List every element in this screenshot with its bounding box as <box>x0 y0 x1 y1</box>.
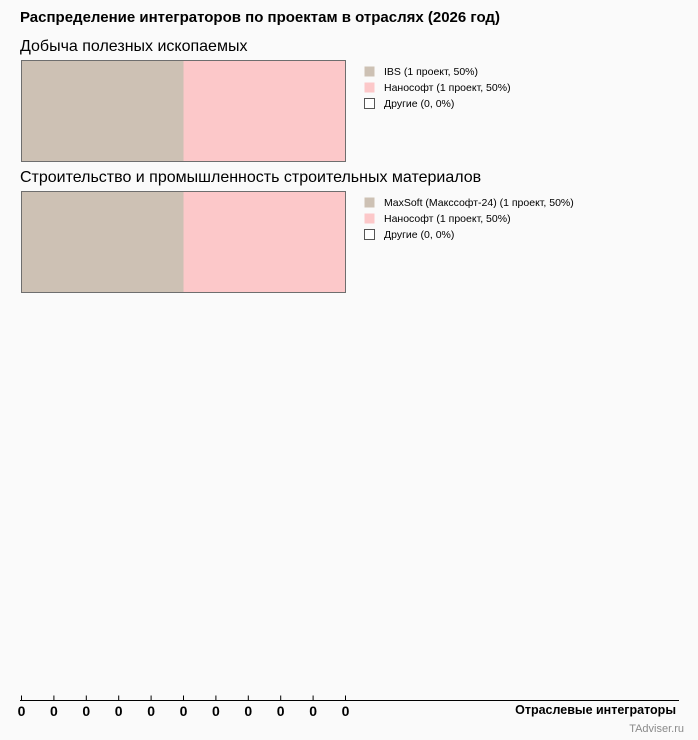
legend-label: Другие (0, 0%) <box>384 229 455 241</box>
bar-segment[interactable] <box>184 192 346 293</box>
x-axis-label: Отраслевые интеграторы <box>515 703 676 717</box>
x-tick-label: 0 <box>82 703 91 719</box>
legend-label: Нанософт (1 проект, 50%) <box>384 213 511 225</box>
x-tick-label: 0 <box>114 703 123 719</box>
legend-swatch <box>365 67 375 77</box>
legend-label: IBS (1 проект, 50%) <box>384 66 479 78</box>
x-tick-label: 0 <box>212 703 220 719</box>
bar-segment[interactable] <box>22 192 184 293</box>
legend-swatch <box>365 230 375 240</box>
x-tick-label: 0 <box>309 703 317 719</box>
section-title: Строительство и промышленность строительных материалов <box>20 169 482 186</box>
legend-label: MaxSoft (Макссофт-24) (1 проект, 50%) <box>384 197 574 209</box>
legend-swatch <box>365 83 375 93</box>
x-tick-label: 0 <box>244 703 253 719</box>
x-tick-label: 0 <box>147 703 155 719</box>
legend-label: Другие (0, 0%) <box>384 98 455 110</box>
x-tick-label: 0 <box>341 703 350 719</box>
x-tick-label: 0 <box>276 703 285 719</box>
section-title: Добыча полезных ископаемых <box>20 38 248 55</box>
legend-swatch <box>365 198 375 208</box>
x-tick-label: 0 <box>50 703 58 719</box>
chart-title: Распределение интеграторов по проектам в отраслях (2026 год) <box>20 9 500 26</box>
bar-segment[interactable] <box>22 61 184 162</box>
bar-segment[interactable] <box>184 61 346 162</box>
x-tick-label: 0 <box>17 703 26 719</box>
legend-label: Нанософт (1 проект, 50%) <box>384 82 511 94</box>
watermark: TAdviser.ru <box>629 723 684 735</box>
x-tick-label: 0 <box>179 703 188 719</box>
legend-swatch <box>365 99 375 109</box>
legend-swatch <box>365 214 375 224</box>
